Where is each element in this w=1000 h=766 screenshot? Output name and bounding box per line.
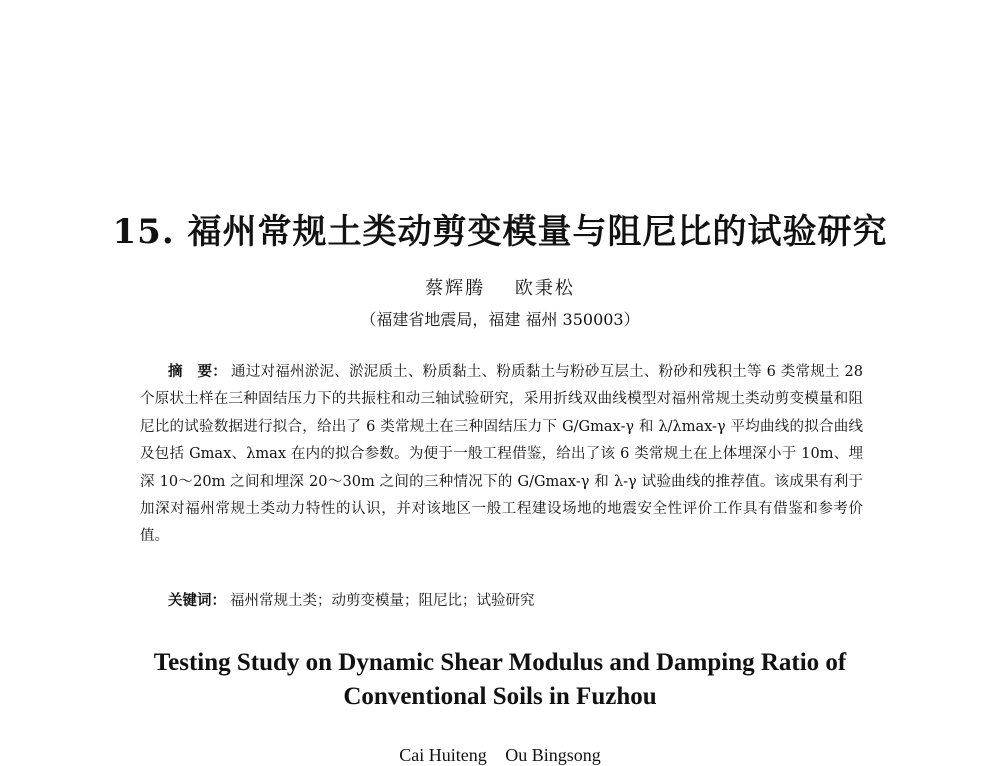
affiliation-chinese: （福建省地震局，福建 福州 350003） — [360, 310, 640, 329]
keywords-text: 福州常规土类；动剪变模量；阻尼比；试验研究 — [230, 593, 535, 609]
author-en-1: Cai Huiteng — [399, 745, 487, 765]
keywords-label: 关键词： — [168, 592, 226, 609]
author-cn-1: 蔡辉腾 — [425, 278, 486, 299]
title-english — [0, 646, 1000, 714]
author-en-2: Ou Bingsong — [505, 745, 601, 765]
keywords — [168, 589, 535, 613]
title-english-line-2: Conventional Soils in Fuzhou — [343, 683, 657, 710]
authors-chinese — [0, 277, 1000, 301]
title-english-line-1: Testing Study on Dynamic Shear Modulus and Damping Ratio of — [153, 649, 847, 676]
title-chinese: 15. 福州常规土类动剪变模量与阻尼比的试验研究 — [112, 212, 888, 252]
author-cn-2: 欧秉松 — [514, 278, 575, 299]
abstract — [140, 358, 863, 551]
abstract-label: 摘 要： — [168, 363, 227, 380]
abstract-text: 通过对福州淤泥、淤泥质土、粉质黏土、粉质黏土与粉砂互层土、粉砂和残积土等 6 类常规土 28 个原状土样在三种固结压力下的共振柱和动三轴试验研究，采用折线双曲线模型对福州常规土类动剪变模量和阻尼比的试验数据进行拟合，给出了 6 类常规土在三种固结压力下 G/Gmax-γ 和 λ/λmax-γ 平均曲线的拟合曲线及包括 Gmax、λmax 在内的拟合参数。为便于一般工程借鉴，给出了该 6 类常规土在上体埋深小于 10m、埋深 10～20m 之间和埋深 20～30m 之间的三种情况下的 G/Gmax-γ 和 λ-γ 试验曲线的推荐值。该成果有利于加深对福州常规土类动力特性的认识，并对该地区一般工程建设场地的地震安全性评价工作具有借鉴和参考价值。 — [140, 364, 864, 545]
authors-english — [0, 744, 1000, 766]
